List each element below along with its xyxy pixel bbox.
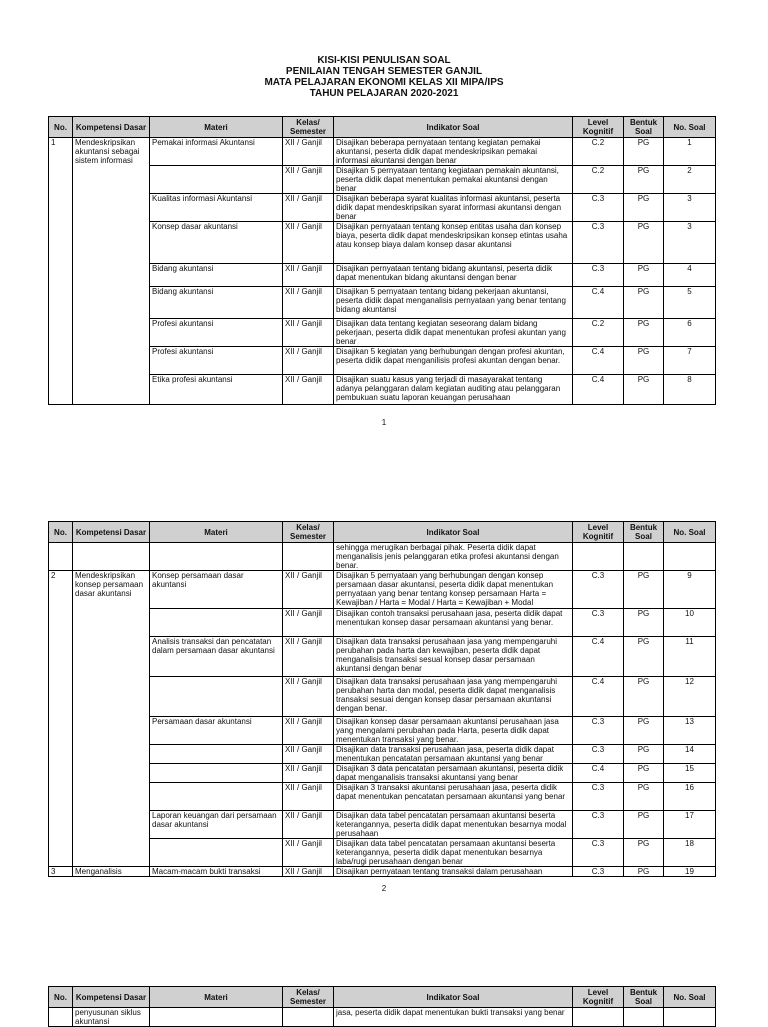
table-row [49,347,716,375]
cell-no-soal: 17 [664,811,716,839]
cell-level: C.3 [573,194,624,222]
table-row [49,609,716,637]
cell-indikator: Disajikan 5 kegiatan yang berhubungan dengan profesi akuntan, peserta didik dapat menganilisis profesi akuntan dengan benar. [334,347,573,375]
col-no-soal: No. Soal [664,987,716,1008]
cell-no-soal: 15 [664,764,716,783]
cell-materi: Laporan keuangan dari persamaan dasar akuntansi [150,811,283,839]
cell-indikator: Disajikan pernyataan tentang konsep entitas usaha dan konsep biaya, peserta didik dapat mendeskripsikan konsep etintas usaha atau konsep biaya dalam konsep dasar akuntansi [334,222,573,264]
cell-level: C.4 [573,637,624,677]
cell-indikator: sehingga merugikan berbagai pihak. Peserta didik dapat menganalisis jenis pelanggaran etika profesi akuntansi dengan benar. [334,543,573,571]
cell-bentuk: PG [624,745,664,764]
cell-level: C.3 [573,222,624,264]
cell-no-soal: 8 [664,375,716,405]
cell-indikator: Disajikan 3 transaksi akuntansi perusahaan jasa, peserta didik dapat menentukan pencatatan persamaan akuntansi yang benar [334,783,573,811]
cell-kelas [283,543,334,571]
cell-kelas: XII / Ganjil [283,571,334,609]
table-row [49,166,716,194]
cell-materi [150,839,283,867]
cell-bentuk: PG [624,222,664,264]
title-line-4: TAHUN PELAJARAN 2020-2021 [309,88,459,99]
col-kompetensi-dasar: Kompetensi Dasar [73,522,150,543]
cell-materi [150,609,283,637]
cell-no-soal: 19 [664,867,716,877]
kisi-table-page-3 [48,986,716,1027]
table-row [49,287,716,319]
page-number: 1 [381,418,387,427]
cell-kelas: XII / Ganjil [283,319,334,347]
cell-no-soal: 16 [664,783,716,811]
cell-kelas: XII / Ganjil [283,811,334,839]
col-indikator-soal: Indikator Soal [334,522,573,543]
cell-bentuk: PG [624,375,664,405]
cell-indikator: Disajikan 5 pernyataan tentang kegiataan pemakain akuntansi, peserta didik dapat menentukan pemakai akuntansi dengan benar [334,166,573,194]
col-level-kognitif: Level Kognitif [573,987,624,1008]
cell-materi: Profesi akuntansi [150,319,283,347]
col-kelas-semester: Kelas/ Semester [283,117,334,138]
cell-kelas: XII / Ganjil [283,287,334,319]
title-line-3: MATA PELAJARAN EKONOMI KELAS XII MIPA/IPS [264,77,504,88]
document-title [0,55,768,99]
kisi-table-page-2 [48,521,716,877]
cell-level: C.4 [573,375,624,405]
cell-level: C.2 [573,138,624,166]
cell-bentuk: PG [624,839,664,867]
col-level-kognitif: Level Kognitif [573,522,624,543]
cell-kelas: XII / Ganjil [283,783,334,811]
table-row [49,319,716,347]
cell-materi [150,543,283,571]
col-indikator-soal: Indikator Soal [334,987,573,1008]
cell-materi: Kualitas informasi Akuntansi [150,194,283,222]
cell-materi: Konsep persamaan dasar akuntansi [150,571,283,609]
col-no: No. [49,117,73,138]
cell-no-soal: 6 [664,319,716,347]
cell-kelas: XII / Ganjil [283,347,334,375]
cell-level: C.3 [573,264,624,287]
col-materi: Materi [150,987,283,1008]
cell-bentuk: PG [624,637,664,677]
cell-indikator: Disajikan 5 pernyataan tentang bidang pekerjaan akuntansi, peserta didik dapat menganalisis pernyataan yang benar tentang bidang akuntansi [334,287,573,319]
table-row [49,222,716,264]
cell-no-soal: 2 [664,166,716,194]
cell-kelas: XII / Ganjil [283,194,334,222]
table-row [49,783,716,811]
col-indikator-soal: Indikator Soal [334,117,573,138]
cell-no-soal: 18 [664,839,716,867]
table-header-row [49,522,716,543]
cell-kompetensi-dasar [73,543,150,571]
table-row [49,677,716,717]
cell-no-soal: 14 [664,745,716,764]
cell-materi [150,745,283,764]
cell-kompetensi-dasar: Mendeskripsikan konsep persamaan dasar akuntansi [73,571,150,867]
col-no: No. [49,987,73,1008]
cell-no-soal: 4 [664,264,716,287]
cell-materi: Macam-macam bukti transaksi [150,867,283,877]
cell-indikator: Disajikan 5 pernyataan yang berhubungan dengan konsep persamaan dasar akuntansi, peserta didik dapat menentukan pernyataan yang benar tentang konsep persamaan Harta = Kewajiban / Harta = Modal / Harta = Kewajiban + Modal [334,571,573,609]
cell-level [573,543,624,571]
col-kompetensi-dasar: Kompetensi Dasar [73,987,150,1008]
cell-indikator: jasa, peserta didik dapat menentukan bukti transaksi yang benar [334,1008,573,1027]
title-line-1: KISI-KISI PENULISAN SOAL [317,55,451,66]
cell-bentuk: PG [624,717,664,745]
cell-materi: Persamaan dasar akuntansi [150,717,283,745]
cell-indikator: Disajikan pernyataan tentang bidang akuntansi, peserta didik dapat menentukan bidang akuntansi dengan benar [334,264,573,287]
cell-no: 3 [49,867,73,877]
cell-materi: Profesi akuntansi [150,347,283,375]
cell-kelas: XII / Ganjil [283,222,334,264]
title-line-2: PENILAIAN TENGAH SEMESTER GANJIL [285,66,483,77]
cell-indikator: Disajikan data transaksi perusahaan jasa yang mempengaruhi perubahan pada harta dan kewajiban, peserta didik dapat menganalisis transaksi sesual konsep dasar persamaan akuntansi dengan benar [334,637,573,677]
cell-kelas: XII / Ganjil [283,867,334,877]
cell-bentuk: PG [624,571,664,609]
cell-indikator: Disajikan beberapa pernyataan tentang kegiatan pemakai akuntansi, peserta didik dapat mendeskripsikan pemakai informasi akuntansi dengan benar [334,138,573,166]
cell-kompetensi-dasar: Menganalisis [73,867,150,877]
cell-level: C.4 [573,347,624,375]
table-row [49,138,716,166]
col-kelas-semester: Kelas/ Semester [283,987,334,1008]
col-kelas-semester: Kelas/ Semester [283,522,334,543]
cell-indikator: Disajikan beberapa syarat kualitas informasi akuntansi, peserta didik dapat mendeskripsikan syarat informasi akuntansi dengan benar [334,194,573,222]
table-row [49,745,716,764]
cell-no [49,543,73,571]
table-row [49,839,716,867]
cell-no-soal: 3 [664,194,716,222]
cell-bentuk [624,543,664,571]
cell-bentuk: PG [624,609,664,637]
cell-level: C.4 [573,764,624,783]
cell-materi: Bidang akuntansi [150,264,283,287]
cell-level: C.4 [573,677,624,717]
cell-materi [150,166,283,194]
table-row [49,543,716,571]
col-no-soal: No. Soal [664,522,716,543]
cell-kelas: XII / Ganjil [283,839,334,867]
cell-materi: Analisis transaksi dan pencatatan dalam persamaan dasar akuntansi [150,637,283,677]
cell-level: C.3 [573,867,624,877]
cell-no: 1 [49,138,73,405]
cell-level: C.3 [573,571,624,609]
cell-kelas: XII / Ganjil [283,138,334,166]
col-materi: Materi [150,522,283,543]
cell-no-soal [664,543,716,571]
cell-materi: Konsep dasar akuntansi [150,222,283,264]
cell-kompetensi-dasar: Mendeskripsikan akuntansi sebagai sistem informasi [73,138,150,405]
cell-kelas: XII / Ganjil [283,745,334,764]
cell-no-soal: 3 [664,222,716,264]
table-row [49,571,716,609]
kisi-table-page-1 [48,116,716,405]
cell-no-soal: 7 [664,347,716,375]
col-materi: Materi [150,117,283,138]
cell-indikator: Disajikan suatu kasus yang terjadi di masayarakat tentang adanya pelanggaran dalam kegiatan auditing atau pelanggaran pembukuan suatu laporan keuangan perusahaan [334,375,573,405]
table-row [49,637,716,677]
cell-no-soal: 13 [664,717,716,745]
cell-bentuk: PG [624,319,664,347]
cell-indikator: Disajikan konsep dasar persamaan akuntansi perusahaan jasa yang mengalami perubahan pada Harta, peserta didik dapat menentukan transaksi yang benar. [334,717,573,745]
cell-bentuk: PG [624,138,664,166]
cell-bentuk: PG [624,287,664,319]
cell-materi [150,677,283,717]
cell-kompetensi-dasar: penyusunan siklus akuntansi [73,1008,150,1027]
cell-no-soal: 11 [664,637,716,677]
table-row [49,867,716,877]
cell-level: C.3 [573,839,624,867]
table-header-row [49,987,716,1008]
cell-no-soal: 10 [664,609,716,637]
page-number: 2 [381,884,387,893]
cell-kelas: XII / Ganjil [283,166,334,194]
cell-level: C.3 [573,717,624,745]
table-header-row [49,117,716,138]
cell-level: C.2 [573,166,624,194]
cell-bentuk: PG [624,194,664,222]
cell-no-soal: 9 [664,571,716,609]
cell-bentuk: PG [624,347,664,375]
cell-indikator: Disajikan data tabel pencatatan persamaan akuntansi beserta keterangannya, peserta didik dapat menentukan besarnya modal perusahaan [334,811,573,839]
col-no-soal: No. Soal [664,117,716,138]
cell-indikator: Disajikan data tabel pencatatan persamaan akuntansi beserta keterangannya, peserta didik dapat menentukan besarnya laba/rugi perusahaan dengan benar [334,839,573,867]
cell-no-soal: 1 [664,138,716,166]
table-row [49,194,716,222]
cell-kelas: XII / Ganjil [283,717,334,745]
table-row [49,717,716,745]
cell-no: 2 [49,571,73,867]
cell-level: C.2 [573,319,624,347]
cell-materi: Etika profesi akuntansi [150,375,283,405]
table-row [49,764,716,783]
cell-level: C.3 [573,783,624,811]
cell-indikator: Disajikan pernyataan tentang transaksi dalam perusahaan [334,867,573,877]
cell-bentuk: PG [624,264,664,287]
cell-kelas: XII / Ganjil [283,637,334,677]
cell-indikator: Disajikan data tentang kegiatan seseorang dalam bidang pekerjaan, peserta didik dapat menentukan profesi akuntan yang benar [334,319,573,347]
cell-level: C.3 [573,609,624,637]
table-row [49,811,716,839]
cell-indikator: Disajikan contoh transaksi perusahaan jasa, peserta didik dapat menentukan konsep dasar persamaan akuntansi yang benar. [334,609,573,637]
cell-kelas: XII / Ganjil [283,764,334,783]
cell-bentuk: PG [624,764,664,783]
cell-bentuk: PG [624,783,664,811]
table-row [49,375,716,405]
cell-indikator: Disajikan data transaksi perusahaan jasa, peserta didik dapat menentukan pencatatan persamaan akuntansi yang benar [334,745,573,764]
cell-kelas: XII / Ganjil [283,264,334,287]
cell-bentuk: PG [624,677,664,717]
cell-level: C.3 [573,745,624,764]
cell-bentuk: PG [624,166,664,194]
cell-indikator: Disajikan data transaksi perusahaan jasa yang mempengaruhi perubahan harta dan modal, peserta didik dapat menganalisis transaksi sesuai dengan konsep dasar persamaan akuntansi dengan benar. [334,677,573,717]
cell-indikator: Disajikan 3 data pencatatan persamaan akuntansi, peserta didik dapat menganalisis transaksi akuntansi yang benar [334,764,573,783]
col-bentuk-soal: Bentuk Soal [624,987,664,1008]
col-kompetensi-dasar: Kompetensi Dasar [73,117,150,138]
col-bentuk-soal: Bentuk Soal [624,522,664,543]
cell-bentuk: PG [624,811,664,839]
cell-no-soal: 5 [664,287,716,319]
cell-kelas: XII / Ganjil [283,375,334,405]
col-bentuk-soal: Bentuk Soal [624,117,664,138]
table-row [49,264,716,287]
col-level-kognitif: Level Kognitif [573,117,624,138]
cell-materi [150,783,283,811]
cell-materi: Bidang akuntansi [150,287,283,319]
cell-kelas: XII / Ganjil [283,677,334,717]
cell-kelas: XII / Ganjil [283,609,334,637]
cell-materi [150,764,283,783]
cell-level: C.3 [573,811,624,839]
cell-level: C.4 [573,287,624,319]
cell-no-soal: 12 [664,677,716,717]
cell-materi: Pemakai informasi Akuntansi [150,138,283,166]
cell-bentuk: PG [624,867,664,877]
col-no: No. [49,522,73,543]
